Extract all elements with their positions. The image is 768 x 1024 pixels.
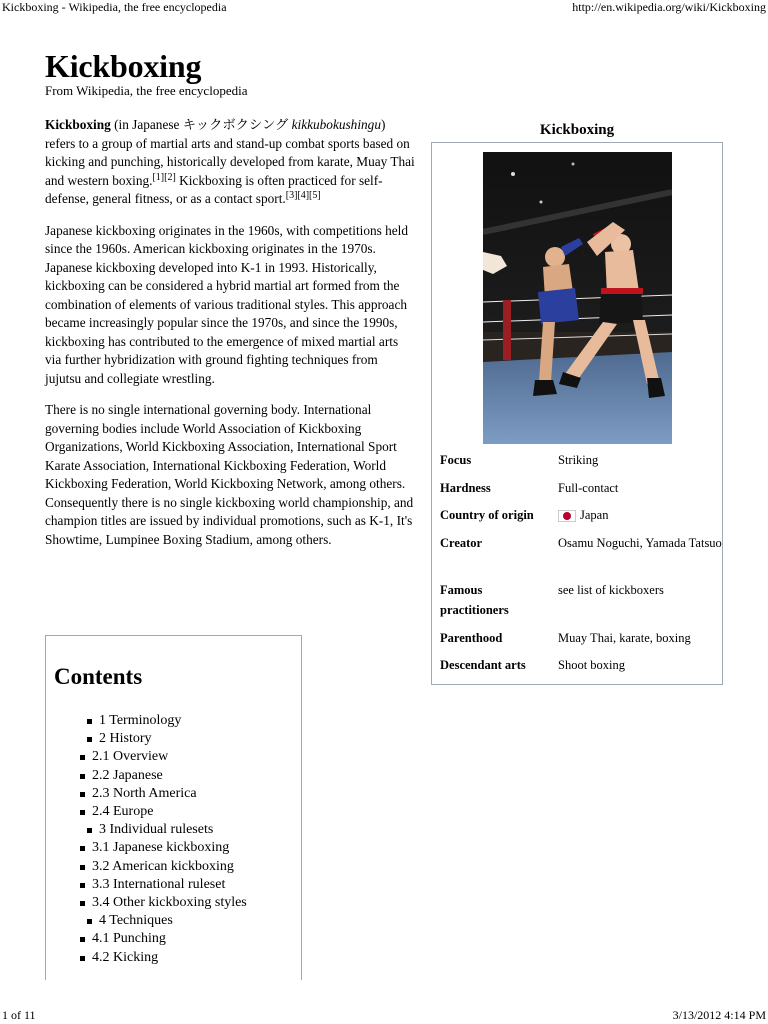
print-header-url[interactable]: http://en.wikipedia.org/wiki/Kickboxing xyxy=(572,0,766,14)
intro-text-4: Kickboxing is often practiced for self-defense, general fitness, or as a contact sport. xyxy=(45,172,383,206)
toc-sublist xyxy=(54,930,293,966)
citation-link[interactable]: [1][2] xyxy=(152,171,176,183)
romaji-term: kikkubokushingu xyxy=(291,117,381,132)
print-header-title: Kickboxing - Wikipedia, the free encyclopedia xyxy=(2,0,227,14)
citation-link[interactable]: [3][4][5] xyxy=(285,190,321,201)
toc-item[interactable]: 2 History xyxy=(54,730,293,748)
toc-subitem[interactable]: 3.3 International ruleset xyxy=(54,876,293,894)
infobox-title: Kickboxing xyxy=(539,122,615,138)
toc-subitem[interactable]: 3.4 Other kickboxing styles xyxy=(54,894,293,912)
infobox-label: Country of origin xyxy=(440,508,534,522)
toc-subitem[interactable]: 2.1 Overview xyxy=(54,748,293,766)
intro-text-1: (in Japanese xyxy=(110,117,183,132)
print-footer xyxy=(0,1008,768,1024)
toc-title: Contents xyxy=(54,664,143,689)
toc-subitem[interactable]: 2.3 North America xyxy=(54,785,293,803)
toc-sublist xyxy=(54,748,293,821)
governing-paragraph: There is no single international governing body. International governing bodies include World Association of Kickboxing Organizations, World Kickboxing Association, International Sport Karate Association, International Kickboxing Federation, World Kickboxing Federation, World Kickboxing Network, among others. Consequently there is no single kickboxing world championship, and champion titles are issued by individual promotions, such as K-1, It's Showtime, Lumpinee Boxing Stadium, among others. xyxy=(45,402,414,547)
site-subtitle: From Wikipedia, the free encyclopedia xyxy=(45,83,248,98)
infobox-value xyxy=(558,505,723,525)
infobox-label: Creator xyxy=(440,536,483,550)
infobox xyxy=(431,142,723,685)
intro-text-3: ) refers to a group of martial arts and stand-up combat sports based on kicking and punching, historically developed from karate, Muay Thai and western boxing. xyxy=(45,117,415,188)
japan-flag-icon xyxy=(558,510,576,522)
infobox-value-text[interactable]: Japan xyxy=(580,508,609,522)
intro-paragraph xyxy=(45,116,415,209)
toc-subitem[interactable]: 4.1 Punching xyxy=(54,930,293,948)
toc-subitem[interactable]: 2.4 Europe xyxy=(54,803,293,821)
toc-subitem[interactable]: 3.2 American kickboxing xyxy=(54,858,293,876)
infobox-label: Descendant arts xyxy=(440,658,526,672)
infobox-value[interactable]: Full-contact xyxy=(558,481,619,495)
toc-list xyxy=(54,712,293,967)
infobox-value[interactable]: Shoot boxing xyxy=(558,658,626,672)
toc-sublist xyxy=(54,839,293,912)
infobox-label: Parenthood xyxy=(440,631,503,645)
toc-subitem[interactable]: 2.2 Japanese xyxy=(54,767,293,785)
infobox-value[interactable]: Muay Thai, karate, boxing xyxy=(558,631,691,645)
infobox-value[interactable]: see list of kickboxers xyxy=(558,583,664,597)
kickboxing-photo[interactable] xyxy=(483,152,672,444)
page-count: 1 of 11 xyxy=(2,1008,36,1022)
toc-item[interactable]: 4 Techniques xyxy=(54,912,293,930)
print-header xyxy=(0,0,768,16)
infobox-value[interactable]: Osamu Noguchi, Yamada Tatsuo xyxy=(558,536,722,550)
infobox-label: Hardness xyxy=(440,481,491,495)
kickboxing-photo-illustration xyxy=(483,152,672,444)
toc-subitem[interactable]: 4.2 Kicking xyxy=(54,949,293,967)
infobox-label: Famous practitioners xyxy=(440,583,509,617)
infobox-label: Focus xyxy=(440,453,472,467)
print-date: 3/13/2012 4:14 PM xyxy=(672,1008,766,1022)
toc-subitem[interactable]: 3.1 Japanese kickboxing xyxy=(54,839,293,857)
table-of-contents xyxy=(45,635,302,980)
article-body xyxy=(45,116,415,562)
japanese-term: キックボクシング xyxy=(182,117,289,132)
toc-item[interactable]: 1 Terminology xyxy=(54,712,293,730)
page-title: Kickboxing xyxy=(45,48,202,84)
infobox-value[interactable]: Striking xyxy=(558,453,599,467)
toc-item[interactable]: 3 Individual rulesets xyxy=(54,821,293,839)
history-paragraph: Japanese kickboxing originates in the 1960s, with competitions held since the 1960s. American kickboxing originates in the 1970s. Japanese kickboxing developed into K-1 in 1993. Historically, kickboxing can be considered a hybrid martial art formed from the combination of elements of various traditional styles. This approach became increasingly popular since the 1970s, and since the 1990s, kickboxing has contributed to the emergence of mixed martial arts via further hybridization with ground fighting techniques from jujutsu and collegiate wrestling. xyxy=(45,222,409,386)
article-term: Kickboxing xyxy=(45,117,111,132)
